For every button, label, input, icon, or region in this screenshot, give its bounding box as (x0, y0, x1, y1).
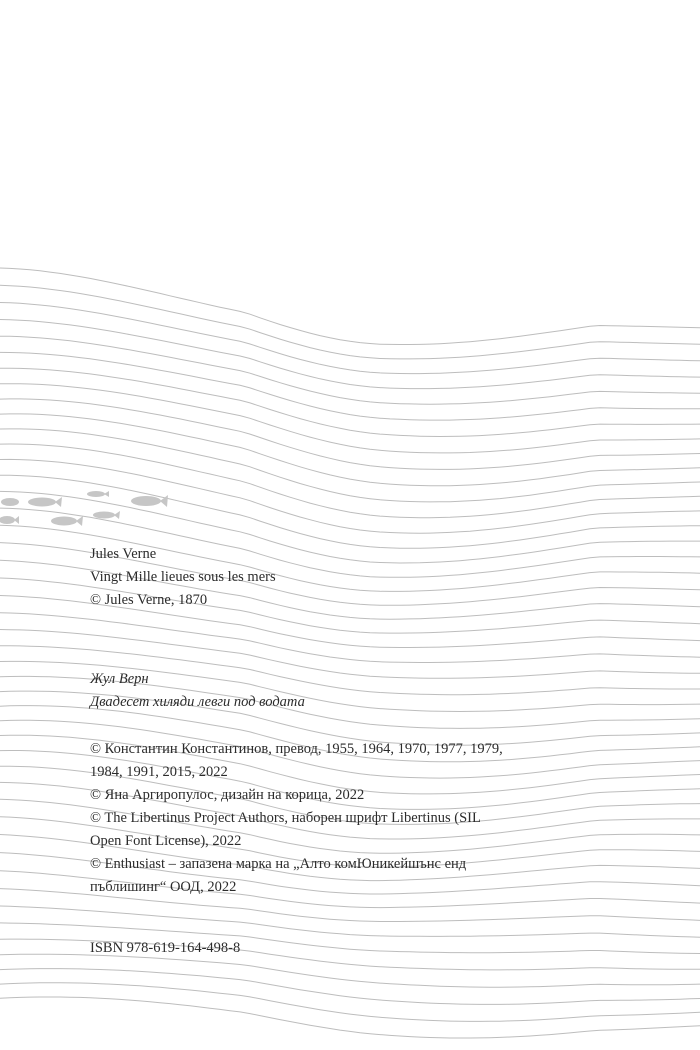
wave-line (0, 303, 700, 374)
copyright-notices (90, 738, 598, 899)
wave-line (0, 399, 700, 470)
wave-line (0, 906, 700, 937)
translation-info (90, 668, 305, 714)
wave-line (0, 997, 700, 1038)
cover-copyright: © Яна Аргиропулос, дизайн на корица, 2022 (90, 787, 365, 803)
wave-line (0, 268, 700, 345)
fish-icon (93, 511, 120, 519)
translated-author: Жул Верн (90, 671, 149, 687)
original-edition-info (90, 543, 276, 612)
wave-line (0, 285, 700, 359)
trademark-copyright: © Enthusiast – запазена марка на „Алто комЮникейшънс енд пъблишинг“ ООД, 2022 (90, 856, 467, 895)
wave-line (0, 368, 700, 436)
original-copyright: © Jules Verne, 1870 (90, 592, 208, 608)
fish-icon (1, 498, 19, 506)
wave-line (0, 320, 700, 389)
fish-icon (51, 516, 83, 526)
wave-line (0, 983, 700, 1022)
isbn-info (90, 937, 240, 960)
translator-copyright: © Константин Константинов, превод, 1955, 1964, 1970, 1977, 1979, 1984, 1991, 2015, 2022 (90, 741, 503, 780)
fish-icon (131, 495, 168, 507)
fish-icon (87, 491, 109, 497)
font-copyright: © The Libertinus Project Authors, наборен шрифт Libertinus (SIL Open Font License), 2022 (90, 810, 481, 849)
original-title: Vingt Mille lieues sous les mers (90, 569, 276, 585)
wave-line (0, 969, 700, 1005)
fish-icon (0, 516, 19, 524)
fish-icon (28, 497, 62, 507)
translated-title: Двадесет хиляди левги под водата (90, 694, 305, 710)
isbn: ISBN 978-619-164-498-8 (90, 940, 241, 956)
wave-line (0, 352, 700, 420)
original-author: Jules Verne (90, 546, 157, 562)
fish-school-illustration (0, 488, 180, 534)
wave-line (0, 384, 700, 453)
